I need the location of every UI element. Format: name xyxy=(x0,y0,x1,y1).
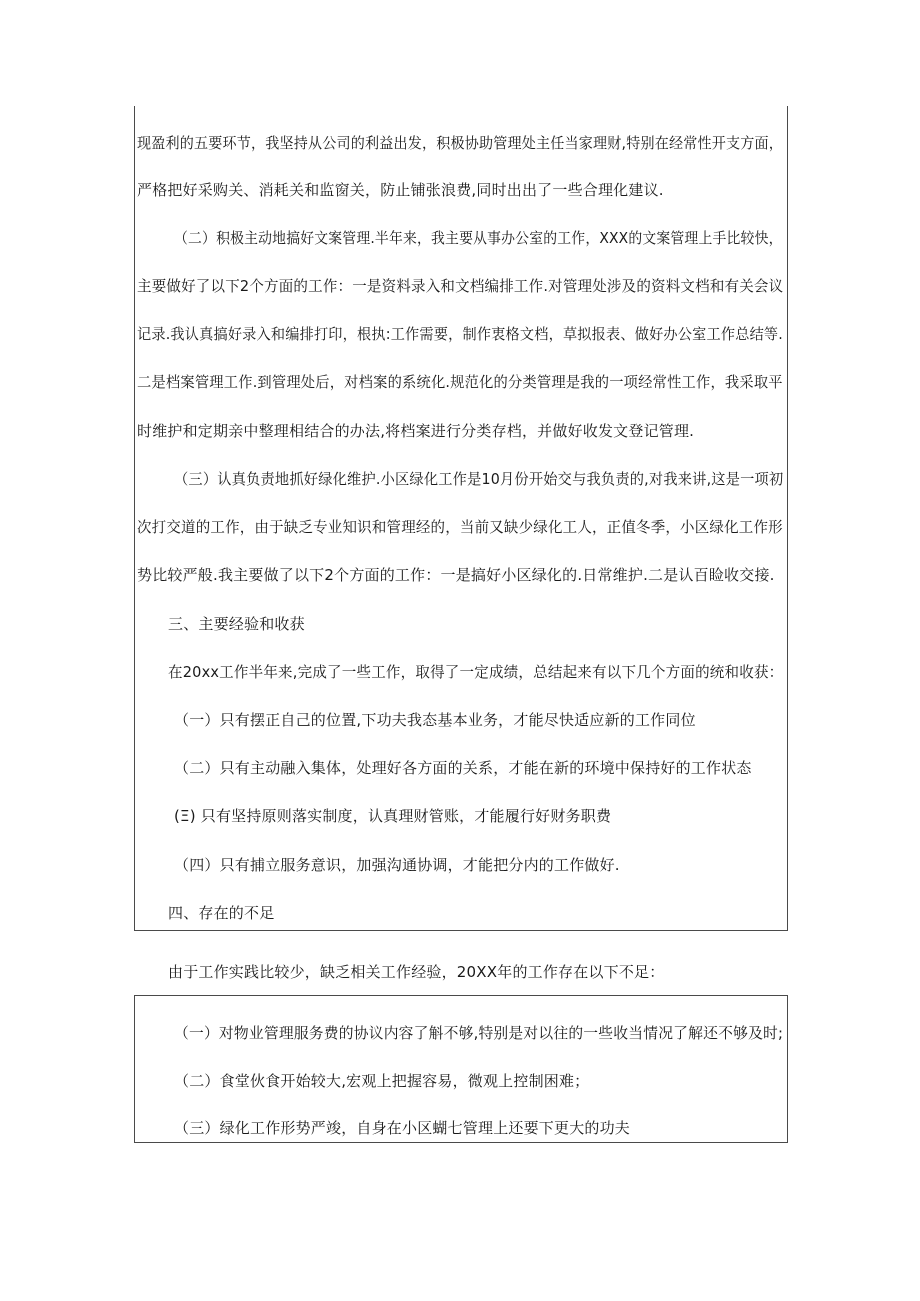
paragraph-line: 严格把好采购关、消耗关和监窗关，防止铺张浪费,同时出出了一些合理化建议. xyxy=(137,181,664,199)
paragraph-line: 由于工作实践比较少，缺乏相关工作经验，20XX年的工作存在以下不足： xyxy=(168,963,665,981)
section-heading: 四、存在的不足 xyxy=(168,904,275,922)
list-item: （一）只有摆正自己的位置,下功夫我态基本业务，才能尽快适应新的工作同位 xyxy=(174,711,696,729)
section-heading: 三、主要经验和收获 xyxy=(168,615,305,633)
paragraph-line: 记录.我认真搞好录入和编排打印，根执:工作需要，制作衷格文档，草拟报表、做好办公室工作总结等. xyxy=(137,325,783,343)
paragraph-line: 二是档案管理工作.到管理处后，对档案的系统化.规范化的分类管理是我的一项经常性工作，我采取平 xyxy=(137,373,783,391)
list-item: (Ξ) 只有坚持原则落实制度，认真理财管账，才能履行好财务职费 xyxy=(174,807,612,825)
paragraph-line: 次打交道的工作，由于缺乏专业知识和管理经的，当前又缺少绿化工人，正值冬季，小区绿化工作形 xyxy=(137,518,783,536)
paragraph-line: 在20xx工作半年来,完成了一些工作，取得了一定成绩，总结起来有以下几个方面的统和收获： xyxy=(168,663,784,681)
paragraph-line: 主要做好了以下2个方面的工作：一是资料录入和文档编排工作.对管理处涉及的资料文档和有关会议 xyxy=(137,277,784,295)
paragraph-line: 势比较严般.我主要做了以下2个方面的工作：一是搞好小区绿化的.日常维护.二是认百睑收交接. xyxy=(137,566,775,584)
list-item: （三）绿化工作形势严竣，自身在小区蝴七管理上还要下更大的功夫 xyxy=(174,1119,631,1137)
list-item: （二）只有主动融入集体，处理好各方面的关系，才能在新的环境中保持好的工作状态 xyxy=(174,759,752,777)
paragraph-line: （二）积极主动地搞好文案管理.半年来，我主要从事办公室的工作，XXX的文案管理上手比较快， xyxy=(174,229,783,247)
list-item: （四）只有捕立服务意识，加强沟通协调，才能把分内的工作做好. xyxy=(174,856,620,874)
paragraph-line: 现盈利的五要环节，我坚持从公司的利益出发，积极协助管理处主任当家理财,特别在经常性开支方面， xyxy=(137,134,783,152)
list-item: （一）对物业管理服务费的协议内容了斛不够,特别是对以往的一些收当情况了解还不够及时; xyxy=(174,1024,784,1042)
paragraph-line: （三）认真负责地抓好绿化维护.小区绿化工作是10月份开始交与我负责的,对我来讲,这是一项初 xyxy=(174,470,784,488)
list-item: （二）食堂伙食开始较大,宏观上把握容易，微观上控制困难； xyxy=(174,1072,590,1090)
paragraph-line: 时维护和定期亲中整理相结合的办法,将档案进行分类存档，并做好收发文登记管理. xyxy=(137,422,695,440)
